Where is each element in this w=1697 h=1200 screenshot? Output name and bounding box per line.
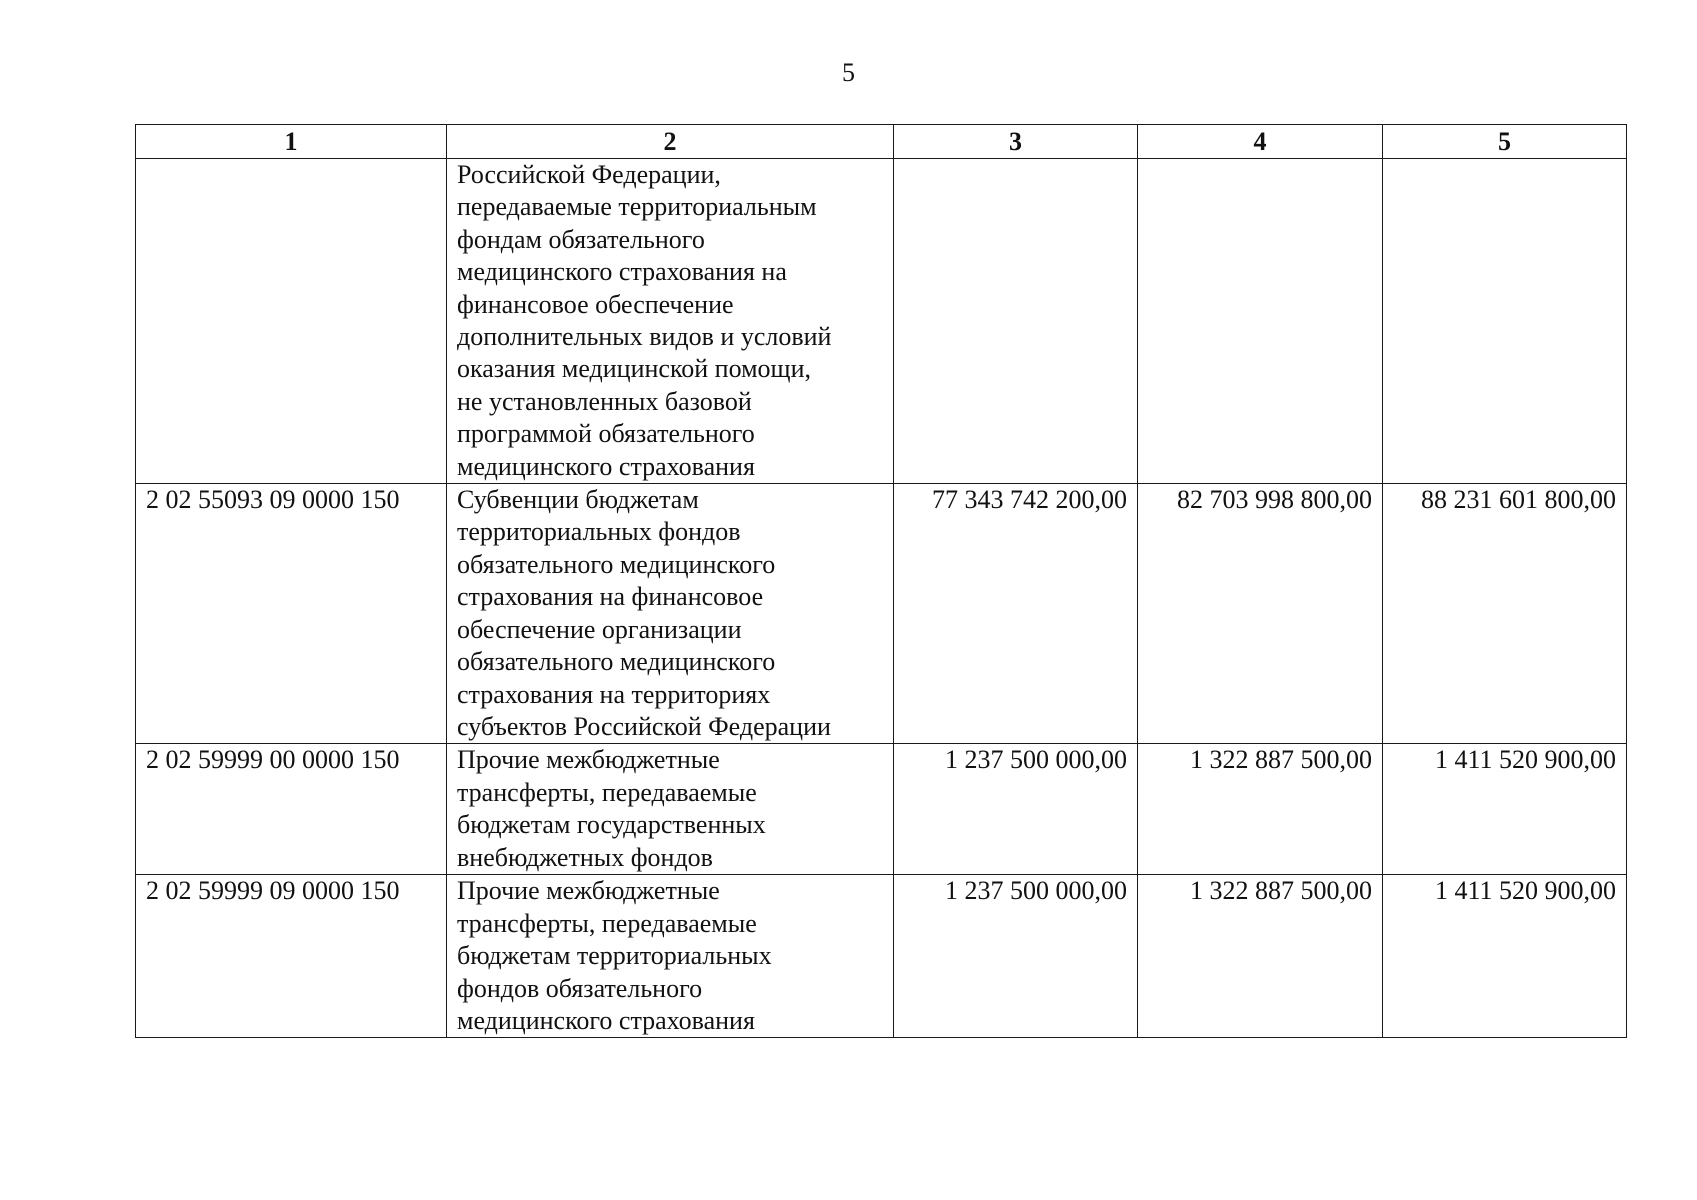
description-line: трансферты, передаваемые [457,777,757,807]
amount-col4-cell [1138,159,1383,484]
description-line: бюджетам территориальных [457,941,772,971]
description-line: фондам обязательного [457,224,705,254]
description-line: финансовое обеспечение [457,289,734,319]
description-line: Российской Федерации, [457,160,721,189]
budget-table [135,124,1627,1038]
amount-col3-cell: 1 237 500 000,00 [894,744,1138,875]
description-line: Прочие межбюджетные [457,745,720,775]
description-line: бюджетам государственных [457,810,766,840]
column-header: 4 [1138,125,1383,159]
budget-code-cell: 2 02 55093 09 0000 150 [136,484,447,744]
description-cell [447,484,894,744]
column-header: 5 [1383,125,1627,159]
description-line: Прочие межбюджетные [457,876,720,906]
description-line: страхования на территориях [457,679,771,709]
table-row [136,159,1627,484]
table-row [136,744,1627,875]
amount-col4-cell: 82 703 998 800,00 [1138,484,1383,744]
description-line: субъектов Российской Федерации [457,711,831,741]
amount-col5-cell [1383,159,1627,484]
description-line: дополнительных видов и условий [457,322,832,352]
column-header: 1 [136,125,447,159]
amount-col5-cell: 88 231 601 800,00 [1383,484,1627,744]
description-line: медицинского страхования на [457,257,787,287]
description-cell [447,744,894,875]
description-line: не установленных базовой [457,386,752,416]
description-cell [447,875,894,1038]
description-line: внебюджетных фондов [457,842,713,872]
amount-col5-cell: 1 411 520 900,00 [1383,744,1627,875]
page-number: 5 [842,58,855,87]
description-line: передаваемые территориальным [457,192,817,222]
description-line: обязательного медицинского [457,647,776,677]
description-line: обязательного медицинского [457,549,776,579]
amount-col3-cell [894,159,1138,484]
amount-col5-cell: 1 411 520 900,00 [1383,875,1627,1038]
table-row [136,875,1627,1038]
amount-col3-cell: 77 343 742 200,00 [894,484,1138,744]
description-line: трансферты, передаваемые [457,908,757,938]
description-line: территориальных фондов [457,517,741,547]
description-line: фондов обязательного [457,973,703,1003]
description-line: медицинского страхования [457,1005,755,1035]
table-row [136,484,1627,744]
amount-col3-cell: 1 237 500 000,00 [894,875,1138,1038]
column-header: 3 [894,125,1138,159]
budget-code-cell: 2 02 59999 09 0000 150 [136,875,447,1038]
description-line: оказания медицинской помощи, [457,354,811,384]
description-line: Субвенции бюджетам [457,485,699,515]
amount-col4-cell: 1 322 887 500,00 [1138,744,1383,875]
description-line: обеспечение организации [457,614,742,644]
budget-code-cell: 2 02 59999 00 0000 150 [136,744,447,875]
description-cell [447,159,894,484]
budget-code-cell [136,159,447,484]
description-line: страхования на финансовое [457,582,764,612]
description-line: программой обязательного [457,419,755,449]
amount-col4-cell: 1 322 887 500,00 [1138,875,1383,1038]
column-header: 2 [447,125,894,159]
description-line: медицинского страхования [457,451,755,481]
table-header-row [136,125,1627,159]
